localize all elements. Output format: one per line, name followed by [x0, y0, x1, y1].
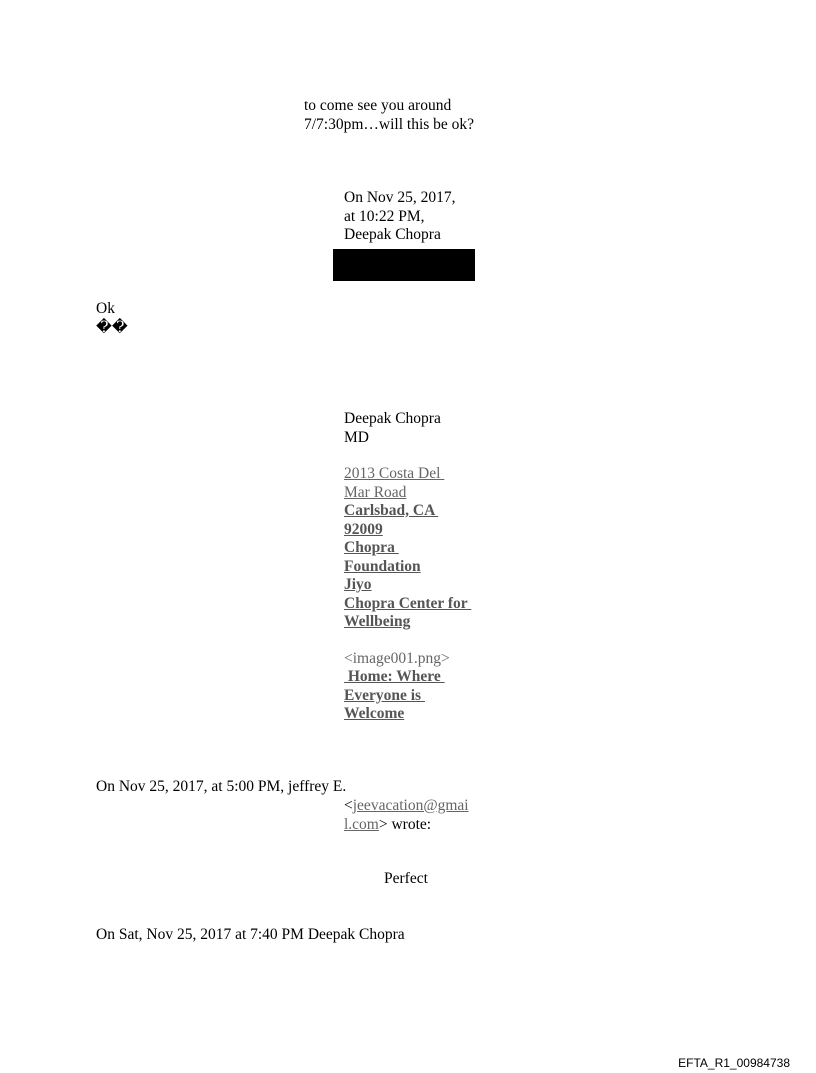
perfect-message: [384, 870, 428, 889]
ok-message: [96, 300, 128, 337]
chopra-center-link-line-1[interactable]: Chopra Center for: [344, 594, 472, 612]
address-link-line-1[interactable]: 2013 Costa Del: [344, 465, 445, 482]
reply-fragment: [304, 97, 474, 134]
ok-line-2: ��: [96, 318, 128, 336]
signature-block: [344, 410, 471, 724]
email-open-bracket: <: [344, 797, 353, 814]
email-link-part-1[interactable]: jeevacation@gmai: [352, 797, 469, 814]
tagline-link-line-1[interactable]: Home: Where: [344, 668, 445, 685]
image-placeholder: <image001.png>: [344, 649, 450, 667]
quote-header-1-line-3: Deepak Chopra: [344, 226, 441, 243]
signature-name: Deepak Chopra: [344, 410, 441, 427]
chopra-center-link-line-2[interactable]: Wellbeing: [344, 613, 411, 630]
jiyo-link[interactable]: Jiyo: [344, 576, 372, 593]
city-link-line-1[interactable]: Carlsbad, CA: [344, 502, 439, 519]
quote-header-1: [344, 189, 456, 245]
chopra-foundation-link-line-1[interactable]: Chopra: [344, 539, 399, 556]
chopra-foundation-link-line-2[interactable]: Foundation: [344, 557, 421, 575]
quote-header-1-line-1: On Nov 25, 2017,: [344, 189, 456, 206]
tagline-link-line-3[interactable]: Welcome: [344, 705, 405, 722]
quote-header-1-line-2: at 10:22 PM,: [344, 207, 425, 225]
quote-header-2: [96, 778, 346, 797]
address-link-line-2[interactable]: Mar Road: [344, 483, 407, 501]
email-link-part-2[interactable]: l.com: [344, 815, 379, 833]
redaction-box: [333, 249, 475, 281]
ok-line-1: Ok: [96, 300, 115, 317]
document-id: EFTA_R1_00984738: [678, 1056, 790, 1070]
quote-header-3: [96, 926, 405, 945]
reply-line-1: to come see you around: [304, 97, 452, 114]
reply-line-2: 7/7:30pm…will this be ok?: [304, 115, 475, 133]
quote-header-3-text: On Sat, Nov 25, 2017 at 7:40 PM Deepak Chopra: [96, 926, 405, 943]
quote-header-2-line-1: On Nov 25, 2017, at 5:00 PM, jeffrey E.: [96, 778, 347, 795]
tagline-link-line-2[interactable]: Everyone is: [344, 686, 425, 704]
wrote-label: > wrote:: [378, 815, 432, 833]
city-link-line-2[interactable]: 92009: [344, 520, 383, 538]
quote-header-2-email: [344, 797, 469, 834]
signature-credential: MD: [344, 428, 369, 446]
perfect-text: Perfect: [384, 870, 428, 887]
